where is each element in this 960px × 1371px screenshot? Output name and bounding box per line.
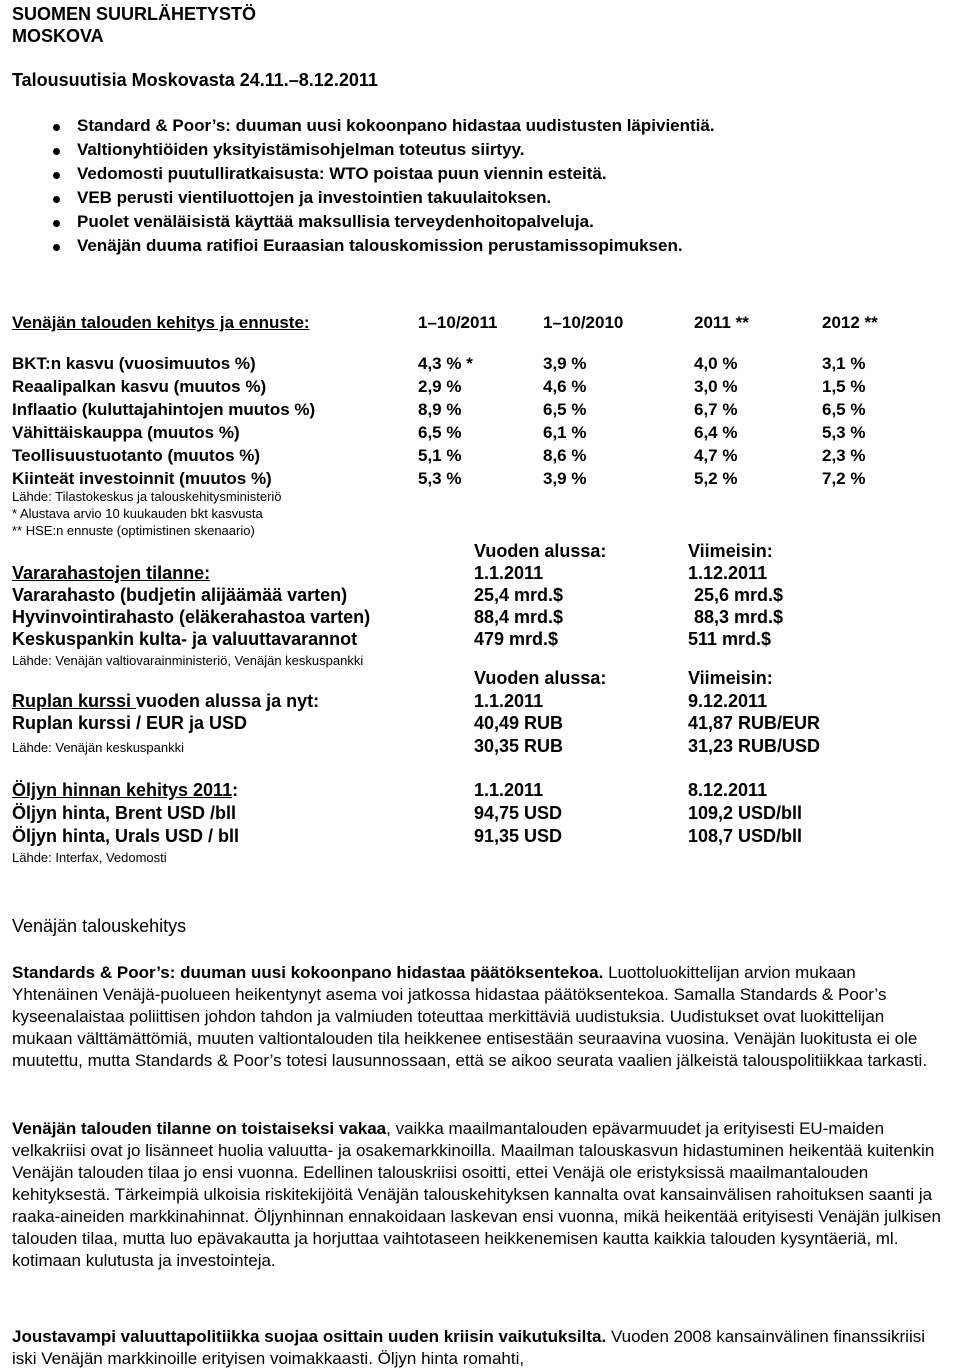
- table-cell: 4,3 % *: [418, 354, 473, 373]
- table-cell: 6,5 %: [543, 400, 587, 419]
- table-cell: 5,3 %: [418, 469, 462, 488]
- table-cell: 2,9 %: [418, 377, 462, 396]
- row-label: Öljyn hinta, Brent USD /bll: [12, 803, 237, 823]
- source-note: Lähde: Venäjän valtiovarainministeriö, Venäjän keskuspankki: [12, 653, 364, 668]
- article-paragraph: Standards & Poor’s: duuman uusi kokoonpano hidastaa päätöksentekoa. Luottoluokittelijan arvion mukaan Yhtenäinen Venäjä-puolueen heikentynyt asema voi jatkossa hidastaa päätöksentekoa. Samalla Standards & Poor’s kyseenalaistaa poliittisen johdon tahdon ja valmiuden toteuttaa merkittäviä uudistuksia. Uudistukset ovat luokittelijan mukaan välttämättömiä, muuten valtiontalouden tila heikkenee entisestään seuraavina vuosina. Venäjän luokitusta ei ole muutettu, mutta Standards & Poor’s totesi lausunnossaan, että se aikoo seurata vaalien jälkeistä talouspolitiikkaa tarkasti.: [12, 963, 928, 1070]
- bullet-icon: [53, 124, 60, 131]
- bullet-icon: [53, 148, 60, 155]
- column-header: Viimeisin:: [688, 668, 773, 688]
- article-paragraph: Venäjän talouden tilanne on toistaiseksi vakaa, vaikka maailmantalouden epävarmuudet ja erityisesti EU-maiden velkakriisi ovat jo lisänneet huolia valuutta- ja osakemarkkinoilla. Maailman talouskasvun hidastuminen heikentää kuitenkin Venäjän talouden tilaa jo ensi vuonna. Edellinen talouskriisi osoitti, ettei Venäjä ole eristyksissä maailmantalouden kehityksestä. Tärkeimpiä ulkoisia riskitekijöitä Venäjän talouskehityksen kannalta ovat kansainvälisen rahoituksen saanti ja raaka-aineiden markkinahinnat. Öljynhinnan ennakoidaan laskevan ensi vuonna, mikä heikentää erityisesti Venäjän julkisen talouden tilaa, mutta luo epävakautta ja horjuttaa vaihtotaseen heikkenemisen kautta kaikkia talouden kysyntäeriä, ml. kotimaan kulutusta ja investointeja.: [12, 1119, 941, 1270]
- row-label: Inflaatio (kuluttajahintojen muutos %): [12, 400, 316, 419]
- table-cell: 1,5 %: [822, 377, 866, 396]
- headline-item: Standard & Poor’s: duuman uusi kokoonpano hidastaa uudistusten läpivientiä.: [77, 116, 715, 135]
- row-label: Reaalipalkan kasvu (muutos %): [12, 377, 267, 396]
- headline-item: VEB perusti vientiluottojen ja investointien takuulaitoksen.: [77, 188, 552, 207]
- headline-item: Venäjän duuma ratifioi Euraasian talouskomission perustamissopimuksen.: [77, 236, 683, 255]
- table-cell: 6,4 %: [694, 423, 738, 442]
- article-paragraph: Joustavampi valuuttapolitiikka suojaa osittain uuden kriisin vaikutuksilta. Vuoden 2008 kansainvälinen finanssikriisi iski Venäjän markkinoille erityisen voimakkaasti. Öljyn hinta romahti,: [12, 1327, 926, 1368]
- table-cell: 4,0 %: [694, 354, 738, 373]
- bullet-icon: [53, 220, 60, 227]
- column-header: 2012 **: [822, 313, 878, 332]
- column-header: Vuoden alussa:: [474, 541, 607, 561]
- table-cell: 109,2 USD/bll: [688, 803, 803, 823]
- date-cell: 1.1.2011: [474, 780, 544, 800]
- table-cell: 8,6 %: [543, 446, 587, 465]
- table-cell: 25,4 mrd.$: [474, 585, 564, 605]
- ruble-title: Ruplan kurssi vuoden alussa ja nyt:: [12, 691, 320, 711]
- section-heading: Venäjän talouskehitys: [12, 916, 187, 936]
- table-cell: 31,23 RUB/USD: [688, 736, 821, 756]
- table-cell: 40,49 RUB: [474, 713, 564, 733]
- row-label: Hyvinvointirahasto (eläkerahastoa varten): [12, 607, 371, 627]
- table-cell: 88,4 mrd.$: [474, 607, 564, 627]
- bullet-icon: [53, 196, 60, 203]
- source-note: Lähde: Interfax, Vedomosti: [12, 850, 167, 865]
- row-label: Ruplan kurssi / EUR ja USD: [12, 713, 248, 733]
- table-cell: 5,2 %: [694, 469, 738, 488]
- headline-item: Valtionyhtiöiden yksityistämisohjelman toteutus siirtyy.: [77, 140, 525, 159]
- row-label: Vähittäiskauppa (muutos %): [12, 423, 240, 442]
- row-label: BKT:n kasvu (vuosimuutos %): [12, 354, 256, 373]
- source-note: Lähde: Tilastokeskus ja talouskehitysministeriö: [12, 489, 282, 504]
- embassy-name: SUOMEN SUURLÄHETYSTÖ: [12, 4, 257, 24]
- column-header: 1–10/2011: [418, 313, 498, 332]
- row-label: Teollisuustuotanto (muutos %): [12, 446, 261, 465]
- table-cell: 41,87 RUB/EUR: [688, 713, 821, 733]
- table-cell: 108,7 USD/bll: [688, 826, 803, 846]
- table-cell: 91,35 USD: [474, 826, 563, 846]
- table-cell: 479 mrd.$: [474, 629, 559, 649]
- table-cell: 25,6 mrd.$: [694, 585, 784, 605]
- date-cell: 9.12.2011: [688, 691, 768, 711]
- table-cell: 6,5 %: [418, 423, 462, 442]
- table-cell: 3,9 %: [543, 354, 587, 373]
- table-cell: 3,0 %: [694, 377, 738, 396]
- table-cell: 3,1 %: [822, 354, 866, 373]
- row-label: Keskuspankin kulta- ja valuuttavarannot: [12, 629, 358, 649]
- footnote: * Alustava arvio 10 kuukauden bkt kasvusta: [12, 506, 263, 521]
- bullet-icon: [53, 172, 60, 179]
- footnote: ** HSE:n ennuste (optimistinen skenaario): [12, 523, 255, 538]
- row-label: Öljyn hinta, Urals USD / bll: [12, 826, 240, 846]
- forecast-title: Venäjän talouden kehitys ja ennuste:: [12, 313, 310, 332]
- table-cell: 7,2 %: [822, 469, 866, 488]
- table-cell: 6,5 %: [822, 400, 866, 419]
- row-label: Kiinteät investoinnit (muutos %): [12, 469, 272, 488]
- date-cell: 1.1.2011: [474, 691, 544, 711]
- document-title: Talousuutisia Moskovasta 24.11.–8.12.2011: [12, 70, 378, 90]
- oil-title: Öljyn hinnan kehitys 2011:: [12, 780, 239, 800]
- date-cell: 1.1.2011: [474, 563, 544, 583]
- bullet-icon: [53, 244, 60, 251]
- table-cell: 511 mrd.$: [688, 629, 772, 649]
- headline-item: Puolet venäläisistä käyttää maksullisia terveydenhoitopalveluja.: [77, 212, 594, 231]
- date-cell: 8.12.2011: [688, 780, 768, 800]
- table-cell: 88,3 mrd.$: [694, 607, 784, 627]
- column-header: 1–10/2010: [543, 313, 624, 332]
- source-note: Lähde: Venäjän keskuspankki: [12, 740, 185, 755]
- table-cell: 5,3 %: [822, 423, 866, 442]
- table-cell: 4,6 %: [543, 377, 587, 396]
- headline-item: Vedomosti puutulliratkaisusta: WTO poistaa puun viennin esteitä.: [77, 164, 607, 183]
- row-label: Vararahasto (budjetin alijäämää varten): [12, 585, 348, 605]
- table-cell: 6,1 %: [543, 423, 587, 442]
- reserves-title: Vararahastojen tilanne:: [12, 563, 211, 583]
- table-cell: 4,7 %: [694, 446, 738, 465]
- embassy-city: MOSKOVA: [12, 26, 104, 46]
- date-cell: 1.12.2011: [688, 563, 768, 583]
- table-cell: 30,35 RUB: [474, 736, 564, 756]
- column-header: Vuoden alussa:: [474, 668, 607, 688]
- table-cell: 5,1 %: [418, 446, 462, 465]
- table-cell: 94,75 USD: [474, 803, 563, 823]
- table-cell: 2,3 %: [822, 446, 866, 465]
- table-cell: 3,9 %: [543, 469, 587, 488]
- table-cell: 8,9 %: [418, 400, 462, 419]
- column-header: 2011 **: [694, 313, 749, 332]
- column-header: Viimeisin:: [688, 541, 773, 561]
- table-cell: 6,7 %: [694, 400, 738, 419]
